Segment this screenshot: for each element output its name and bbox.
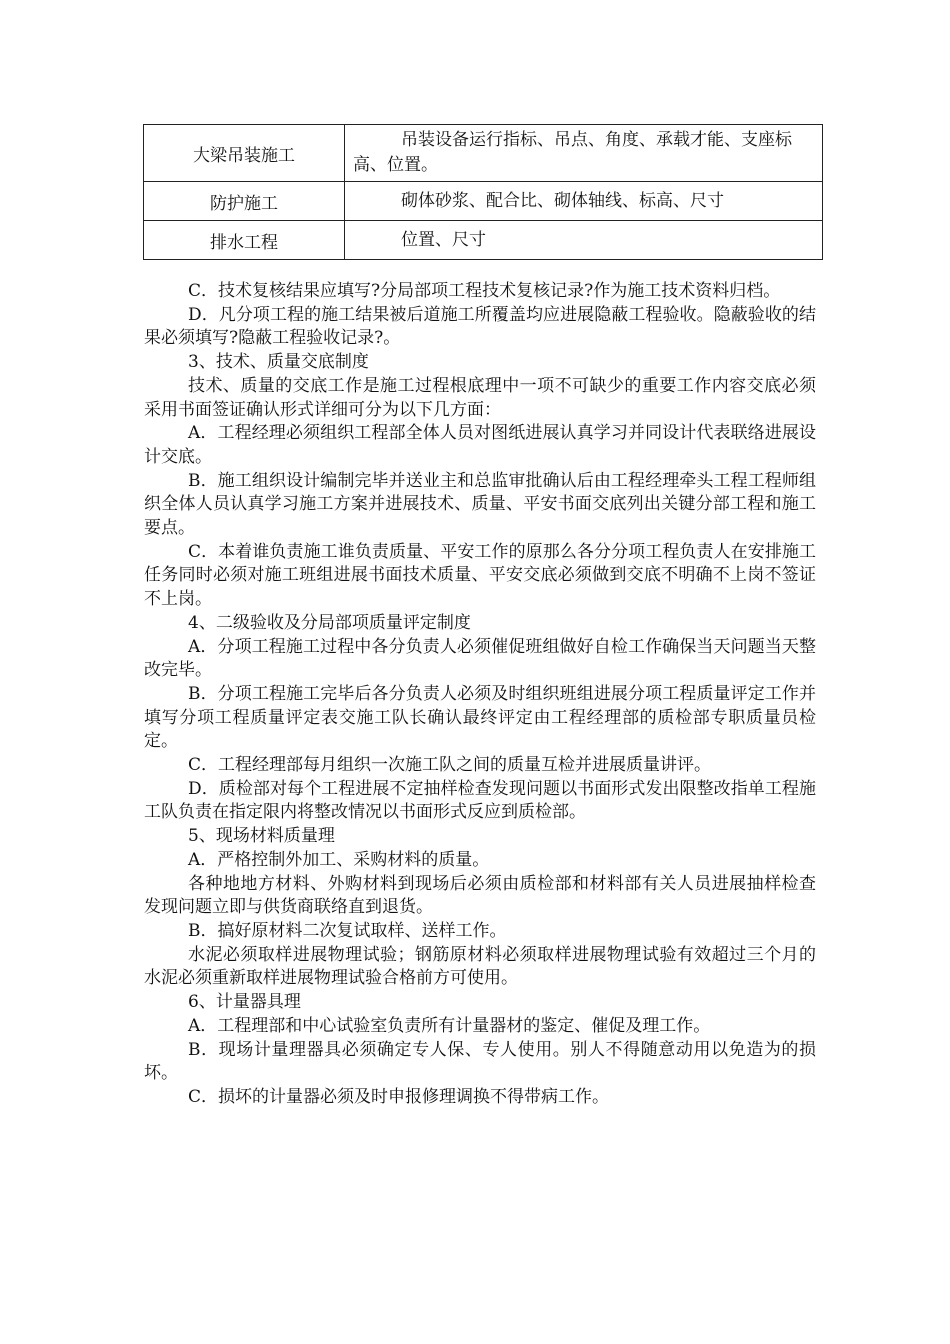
paragraph: 各种地地方材料、外购材料到现场后必须由质检部和材料部有关人员进展抽样检查发现问题立即与供货商联络直到退货。	[144, 873, 816, 918]
section-heading: 6、计量器具理	[188, 992, 301, 1013]
paragraph: C．本着谁负责施工谁负责质量、平安工作的原那么各分分项工程负责人在安排施工任务同时必须对施工班组进展书面技术质量、平安交底必须做到交底不明确不上岗不签证不上岗。	[144, 541, 816, 610]
body-text	[144, 280, 816, 1110]
table-row	[144, 182, 823, 221]
table-cell-content: 砌体砂浆、配合比、砌体轴线、标高、尺寸	[345, 182, 823, 221]
section-heading: 5、现场材料质量理	[188, 826, 335, 847]
table-cell-content: 吊装设备运行指标、吊点、角度、承载才能、支座标高、位置。	[345, 125, 823, 182]
paragraph: 水泥必须取样进展物理试验；钢筋原材料必须取样进展物理试验有效超过三个月的水泥必须重新取样进展物理试验合格前方可使用。	[144, 944, 816, 989]
table-cell-item: 排水工程	[144, 221, 345, 260]
paragraph: B．分项工程施工完毕后各分负责人必须及时组织班组进展分项工程质量评定工作并填写分项工程质量评定表交施工队长确认最终评定由工程经理部的质检部专职质量员检定。	[144, 683, 816, 752]
table-cell-content: 位置、尺寸	[345, 221, 823, 260]
paragraph: B．施工组织设计编制完毕并送业主和总监审批确认后由工程经理牵头工程工程师组织全体人员认真学习施工方案并进展技术、质量、平安书面交底列出关键分部工程和施工要点。	[144, 470, 816, 539]
paragraph: B．搞好原材料二次复试取样、送样工作。	[188, 920, 507, 941]
paragraph: A．分项工程施工过程中各分负责人必须催促班组做好自检工作确保当天问题当天整改完毕。	[144, 636, 816, 681]
paragraph: C．工程经理部每月组织一次施工队之间的质量互检并进展质量讲评。	[188, 755, 712, 776]
table-row	[144, 221, 823, 260]
inspection-items-table	[143, 124, 823, 260]
paragraph: D．凡分项工程的施工结果被后道施工所覆盖均应进展隐蔽工程验收。隐蔽验收的结果必须填写?隐蔽工程验收记录?。	[144, 304, 816, 349]
table-row	[144, 125, 823, 182]
paragraph: A．工程经理必须组织工程部全体人员对图纸进展认真学习并同设计代表联络进展设计交底。	[144, 423, 816, 467]
paragraph: A．严格控制外加工、采购材料的质量。	[188, 849, 490, 870]
paragraph: A．工程理部和中心试验室负责所有计量器材的鉴定、催促及理工作。	[188, 1015, 711, 1036]
paragraph: C．损坏的计量器必须及时申报修理调换不得带病工作。	[188, 1086, 610, 1107]
table-cell-item: 大梁吊装施工	[144, 125, 345, 182]
section-heading: 4、二级验收及分局部项质量评定制度	[188, 612, 471, 633]
table-cell-item: 防护施工	[144, 182, 345, 221]
paragraph: B．现场计量理器具必须确定专人保、专人使用。别人不得随意动用以免造为的损坏。	[144, 1039, 816, 1084]
paragraph: 技术、质量的交底工作是施工过程根底理中一项不可缺少的重要工作内容交底必须采用书面签证确认形式详细可分为以下几方面：	[144, 375, 816, 420]
paragraph: C．技术复核结果应填写?分局部项工程技术复核记录?作为施工技术资料归档。	[188, 281, 781, 301]
paragraph: D．质检部对每个工程进展不定抽样检查发现问题以书面形式发出限整改指单工程施工队负责在指定限内将整改情况以书面形式反应到质检部。	[144, 778, 816, 823]
section-heading: 3、技术、质量交底制度	[188, 352, 369, 373]
